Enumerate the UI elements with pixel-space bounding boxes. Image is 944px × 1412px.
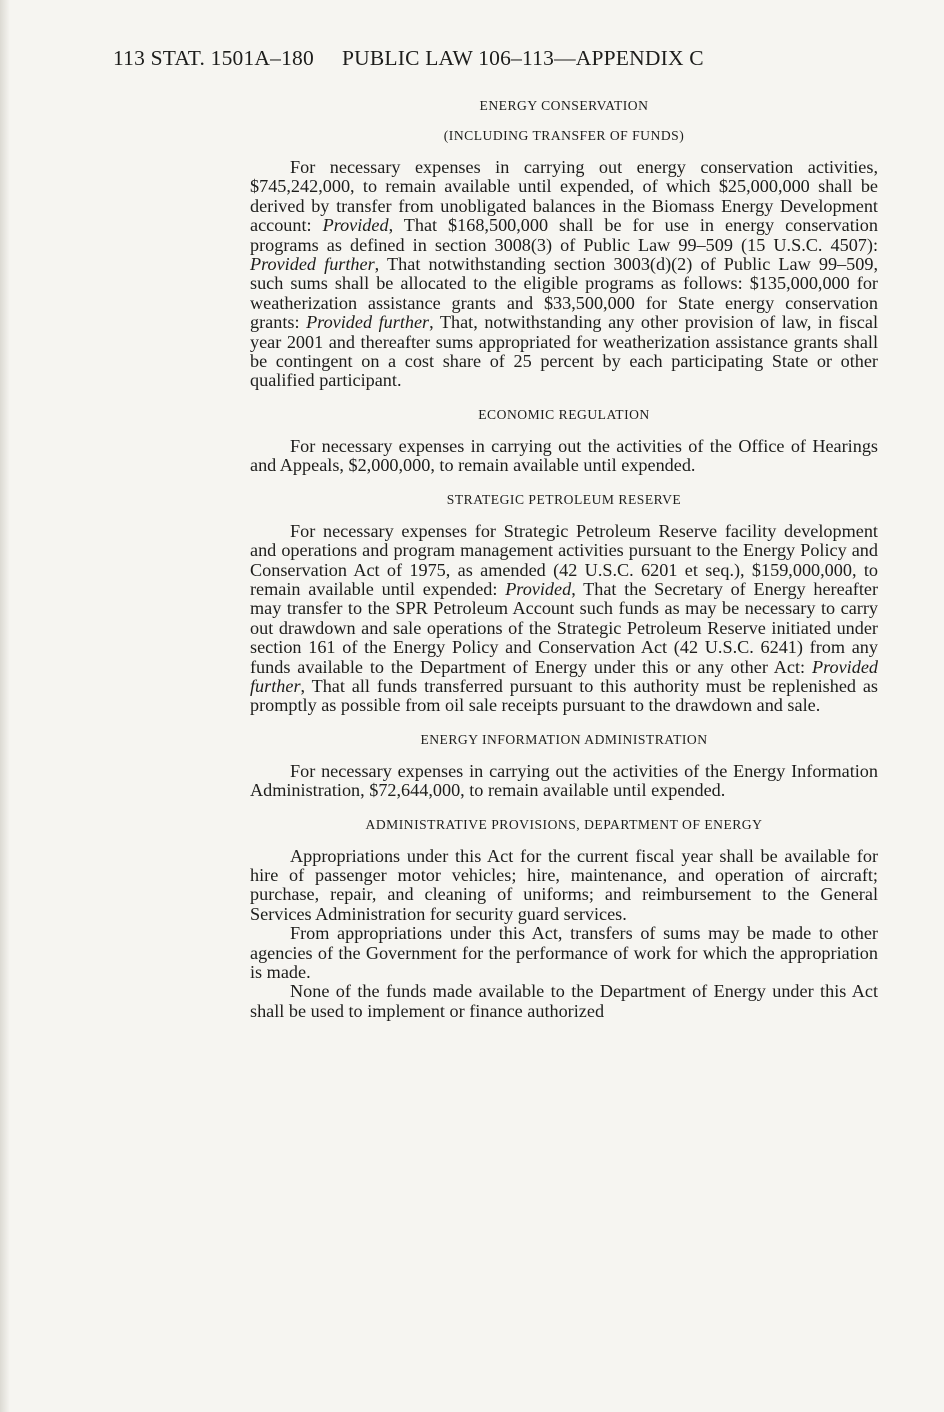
running-head [113,46,704,71]
law-title: PUBLIC LAW 106–113—APPENDIX C [341,46,704,70]
paragraph-text: , That $168,500,000 shall be for use in energy conservation programs as defined in section 3008(3) of Public Law 99–509 (15 U.S.C. 4507): [250,215,878,255]
section-heading: STRATEGIC PETROLEUM RESERVE [446,491,682,507]
paragraph-text: From appropriations under this Act, transfers of sums may be made to other agencies of the Government for the performance of work for which the appropriation is made. [250,923,878,982]
section-heading: ENERGY CONSERVATION [479,98,649,113]
paragraph [250,522,878,716]
section-strategic-petroleum-reserve [250,490,878,716]
proviso-term: Provided further [250,656,878,696]
proviso-term: Provided further [306,312,430,333]
section-administrative-provisions-department-of-energy [250,815,878,1022]
section-heading: ECONOMIC REGULATION [478,406,650,422]
paragraph [250,437,878,476]
paragraph-text: For necessary expenses in carrying out the activities of the Office of Hearings and Appeals, $2,000,000, to remain available until expended. [250,435,878,476]
paragraph-text: For necessary expenses in carrying out the activities of the Energy Information Administration, $72,644,000, to remain available until expended. [250,760,878,801]
paragraph-text: , That notwithstanding section 3003(d)(2) of Public Law 99–509, such sums shall be allocated to the eligible programs as follows: $135,000,000 for weatherization assistance grants and $33,500,000 for State energy conservation grants: [250,254,878,333]
section-heading: ADMINISTRATIVE PROVISIONS, DEPARTMENT OF ENERGY [365,816,763,832]
section-energy-conservation [250,96,878,391]
paragraph-text: , That the Secretary of Energy hereafter may transfer to the SPR Petroleum Account such funds as may be necessary to carry out drawdown and sale operations of the Strategic Petroleum Reserve initiated under section 161 of the Energy Policy and Conservation Act (42 U.S.C. 6241) from any funds available to the Department of Energy under this or any other Act: [250,578,879,677]
paragraph-text: , That all funds transferred pursuant to this authority must be replenished as promptly as possible from oil sale receipts pursuant to the drawdown and sale. [250,675,878,716]
paragraph-text: , That, notwithstanding any other provision of law, in fiscal year 2001 and thereafter sums appropriated for weatherization assistance grants shall be contingent on a cost share of 25 percent by each participating State or other qualified participant. [250,312,878,391]
page-binding-edge [0,0,10,1412]
stat-citation: 113 STAT. 1501A–180 [113,46,314,70]
paragraph-text: Appropriations under this Act for the current fiscal year shall be available for hire of passenger motor vehicles; hire, maintenance, and operation of aircraft; purchase, repair, and cleaning of uniforms; and reimbursement to the General Services Administration for security guard services. [250,845,878,924]
paragraph [250,924,878,982]
paragraph-text: None of the funds made available to the Department of Energy under this Act shall be used to implement or finance authorized [250,981,878,1021]
paragraph [250,982,878,1021]
section-subheading: (INCLUDING TRANSFER OF FUNDS) [443,128,685,143]
section-energy-information-administration [250,730,878,801]
section-heading: ENERGY INFORMATION ADMINISTRATION [420,731,708,747]
paragraph-text: For necessary expenses in carrying out energy conservation activities, $745,242,000, to remain available until expended, of which $25,000,000 shall be derived by transfer from unobligated balances in the Biomass Energy Development account: [250,157,878,236]
paragraph [250,762,878,801]
proviso-term: Provided [505,578,572,599]
paragraph [250,847,878,925]
proviso-term: Provided [322,215,389,236]
paragraph [250,158,878,391]
section-economic-regulation [250,405,878,476]
paragraph-text: For necessary expenses for Strategic Petroleum Reserve facility development and operations and program management activities pursuant to the Energy Policy and Conservation Act of 1975, as amended (42 U.S.C. 6201 et seq.), $159,000,000, to remain available until expended: [250,520,878,599]
document-body [250,96,878,1021]
proviso-term: Provided further [250,254,375,275]
